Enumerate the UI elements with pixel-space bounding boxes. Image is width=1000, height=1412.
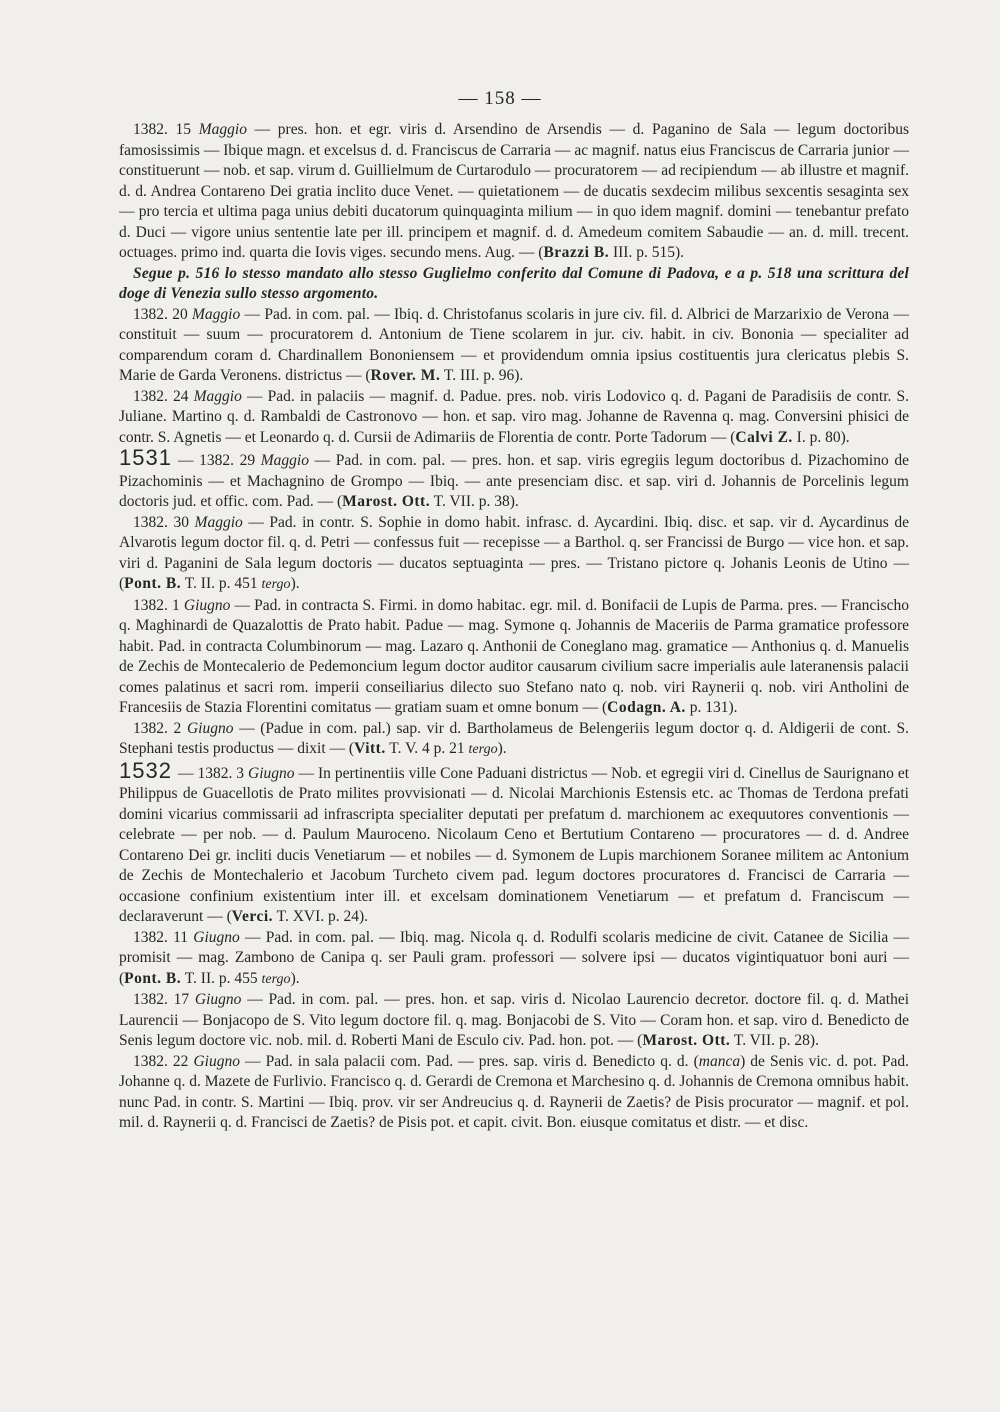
document-entry — [119, 387, 909, 449]
document-entry — [119, 120, 909, 264]
document-number: 1531 — [119, 445, 172, 470]
entry-text: — 1382. 29 Maggio — Pad. in com. pal. — pres. hon. et sap. viris egregiis legum doctoribus d. Pizachomino de Pizachominis — et Machagnino de Grompo — Ibiq. — ante presenciam disc. et sap. viri d. Johannis de Porcelinis legum doctoris jud. et offic. com. Pad. — (Marost. Ott. T. VII. p. 38). — [119, 452, 909, 510]
entry-text: 1382. 20 Maggio — Pad. in com. pal. — Ibiq. d. Christofanus scolaris in jure civ. fil. d. Albrici de Marzarixio de Verona — constituit — suum — procuratorem d. Antonium de Tiene scolarem in jur. civ. habit. in civ. Bononia — specialiter ad comparendum coram d. Chardinallem Bononiensem — et providendum omnia ipsius costituentis jura clericatus plebis S. Marie de Garda Veronens. districtus — (Rover. M. T. III. p. 96). — [119, 305, 909, 384]
entry-text: 1382. 22 Giugno — Pad. in sala palacii com. Pad. — pres. sap. viris d. Benedicto q. d. (manca) de Senis vic. d. pot. Pad. Johanne q. d. Mazete de Furlivio. Francisco q. d. Gerardi de Cremona et Marchesino q. d. Johannis de Cremona omnibus habit. nunc Pad. in contr. S. Martini — Ibiq. prov. vir ser Andreucius q. d. Raynerii de Zaetis? de Pisis procurator — magnif. et pol. mil. d. Raynerii q. d. Francisci de Zaetis? de Pisis pot. et capit. civit. Bon. eiusque comitatus et distr. — et disc. — [119, 1052, 910, 1131]
document-entry — [119, 719, 909, 761]
entry-text: 1382. 17 Giugno — Pad. in com. pal. — pres. hon. et sap. viris d. Nicolao Laurencio decretor. doctore fil. q. d. Mathei Laurencii — Bonjacopo de S. Vito legum doctore fil. q. mag. Bonjacobi de S. Vito — Coram hon. et sap. viro d. Benedicto de Senis legum doctore vic. nob. mil. d. Roberti Mani de Esculo civ. Pad. hon. pot. — (Marost. Ott. T. VII. p. 28). — [119, 991, 910, 1049]
document-entry — [119, 596, 909, 719]
document-entry — [119, 757, 910, 928]
document-entry — [119, 513, 909, 596]
entry-text: 1382. 11 Giugno — Pad. in com. pal. — Ibiq. mag. Nicola q. d. Rodulfi scolaris medicine de civit. Catanee de Sicilia — promisit — mag. Zambono de Canipa q. ser Pauli gram. professori — solvere ipsi — ducatos vigintiquatuor boni auri — (Pont. B. T. II. p. 455 tergo). — [119, 928, 909, 987]
document-entry — [119, 1052, 909, 1134]
entry-text: 1382. 2 Giugno — (Padue in com. pal.) sap. vir d. Bartholameus de Belengeriis legum doctor q. d. Aldigerii de cont. S. Stephani testis productus — dixit — (Vitt. T. V. 4 p. 21 tergo). — [119, 719, 910, 757]
document-body — [119, 120, 909, 1134]
document-entry — [119, 928, 909, 991]
entry-text: 1382. 1 Giugno — Pad. in contracta S. Firmi. in domo habitac. egr. mil. d. Bonifacii de Lupis de Parma. pres. — Francischo q. Maghinardi de Quazalottis de Prato habit. Padue — mag. Symone q. Johannis de Maceriis de Parma gramatice professore habit. Pad. in contracta Columbinorum — mag. Lazaro q. Anthonii de Coneglano mag. gramatice — Anthonius q. d. Manuelis de Zechis de Montecalerio de Pedemoncium legum doctor auditor causarum civilium sacre imperialis aule lateranensis palacii comes palatinus et sacri rom. imperii conseiliarius dilecto suo Stefano nato q. nob. viri Raynerii q. nob. viri Antholini de Francesiis de Stazia Florentini comitatus — gratiam suam et omne bonum — (Codagn. A. p. 131). — [119, 596, 909, 716]
document-entry — [119, 990, 909, 1052]
entry-text: 1382. 24 Maggio — Pad. in palaciis — magnif. d. Padue. pres. nob. viris Lodovico q. d. Pagani de Paradisiis de contr. S. Juliane. Martino q. d. Rambaldi de Castronovo — hon. et sap. viro mag. Johanne de Ravenna q. mag. Conversini phisici de contr. S. Agnetis — et Leonardo q. d. Cursii de Adimariis de Florentia de contr. Porte Tadorum — (Calvi Z. I. p. 80). — [119, 387, 910, 446]
entry-text: 1382. 15 Maggio — pres. hon. et egr. viris d. Arsendino de Arsendis — d. Paganino de Sala — legum doctoribus famosissimis — Ibique magn. et excelsus d. d. Franciscus de Carraria — ac magnif. natus eius Franciscus de Carraria junior — constituerunt — nob. et sap. virum d. Guillielmum de Curtarodulo — procuratorem — ad recipiendum — ab illustre et magnif. d. d. Andrea Contareno Dei gratia inclito duce Venet. — quietationem — de ducatis sexdecim milibus sexcentis sesaginta sex — pro tercia et ultima paga unius debiti ducatorum quinquaginta milium — in quo idem magnif. domini — tenebantur prefato d. Duci — vigore unius sententie late per ill. principem et magnif. d. d. Amedeum comitem Sabaudie — an. d. mill. trecent. octuages. primo ind. quarta die Iovis viges. secundo mens. Aug. — (Brazzi B. III. p. 515). — [119, 121, 910, 261]
document-number: 1532 — [119, 757, 172, 783]
document-entry — [119, 305, 909, 387]
entry-text: 1382. 30 Maggio — Pad. in contr. S. Sophie in domo habit. infrasc. d. Aycardini. Ibiq. disc. et sap. vir d. Aycardinus de Alvarotis legum doctor fil. q. d. Petri — confessus fuit — recepisse — a Barthol. q. ser Francissi de Burgo — vice hon. et sap. viri d. Paganini de Sala legum doctoris — ducatos septuaginta — pres. — Tristano pictore q. Johanis Leonis de Utino — (Pont. B. T. II. p. 451 tergo). — [119, 513, 910, 592]
editorial-note — [119, 264, 909, 305]
page-number: — 158 — — [458, 88, 542, 109]
entry-text: Segue p. 516 lo stesso mandato allo stesso Guglielmo conferito dal Comune di Padova, e a p. 518 una scrittura del doge di Venezia sullo stesso argomento. — [119, 264, 909, 302]
entry-text: — 1382. 3 Giugno — In pertinentiis ville Cone Paduani districtus — Nob. et egregii viri d. Cinellus de Saurignano et Philippus de Guacellotis de Prato milites provvisionati — d. Nicolai Marchionis Estensis etc. ac Thomas de Terdona prefati domini vicarius commissarii ad infrascripta specialiter deputati per prefatum d. marchionem ac exequutores conventionis — celebrate — per nob. — d. Paulum Mauroceno. Nicolaum Ceno et Bertutium Contareno — procuratores — d. d. Andree Contareno Dei gr. incliti ducis Venetiarum — et nobiles — d. Symonem de Lupis marchionem Soranee militem ac Antonium de Zechis de Montechalerio et Jacobum Turcheto civem pad. legum doctores procuratores d. Francisci de Carraria — occasione confinium existentium inter ill. et excelsam dominationem Venetiarum — et prefatum d. Franciscum — declaraverunt — (Verci. T. XVI. p. 24). — [119, 764, 910, 925]
document-entry — [119, 445, 909, 513]
